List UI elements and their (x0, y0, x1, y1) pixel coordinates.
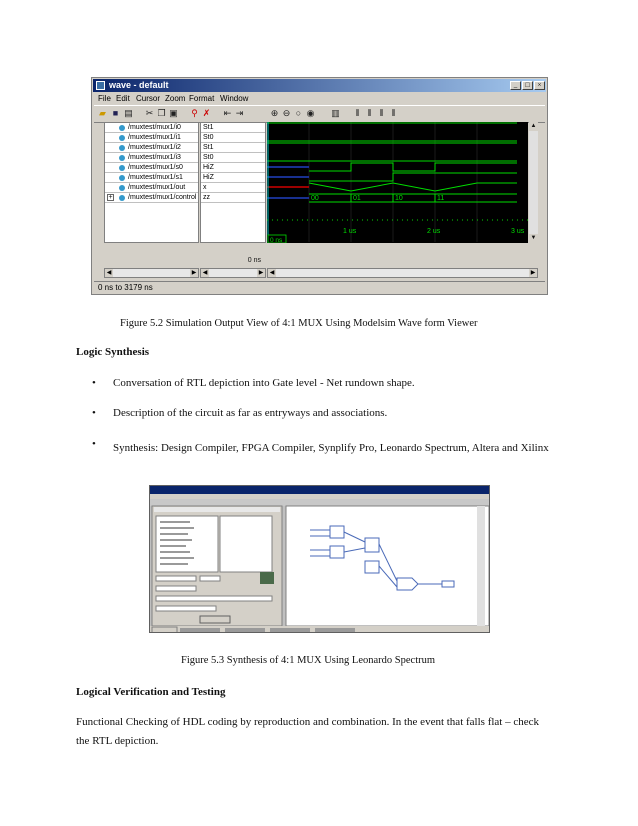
find-icon[interactable]: ⚲ (191, 108, 198, 118)
bullet-item: Synthesis: Design Compiler, FPGA Compiler, Synplify Pro, Leonardo Spectrum, Altera and Xilinx (113, 442, 549, 454)
logic-synthesis-heading: Logic Synthesis (76, 346, 150, 358)
signal-icon (119, 165, 125, 171)
menu-edit[interactable]: Edit (116, 94, 130, 103)
wave-s0 (309, 163, 517, 171)
signal-names-pane (104, 122, 199, 243)
leonardo-spectrum-screenshot (149, 485, 490, 633)
names-hscrollbar[interactable] (104, 268, 199, 278)
wave-s1 (309, 173, 517, 181)
print-icon[interactable]: ▤ (124, 108, 133, 118)
zoom-range-icon[interactable]: ◉ (306, 108, 315, 118)
waveform-pane[interactable] (267, 122, 528, 243)
signal-row[interactable]: /muxtest/mux1/i0 (105, 123, 198, 133)
wave-menu-bar (94, 93, 545, 104)
vertical-scrollbar[interactable] (529, 122, 538, 243)
bullet-item: Description of the circuit as far as entryways and associations. (113, 407, 388, 419)
scroll-up-icon[interactable]: ▲ (530, 123, 537, 129)
signal-row[interactable]: /muxtest/mux1/s0 (105, 163, 198, 173)
signal-value: St0 (201, 133, 265, 143)
scroll-down-icon[interactable]: ▼ (530, 235, 537, 241)
status-time-range: 0 ns to 3179 ns (98, 283, 153, 292)
wave-title: wave - default (109, 80, 169, 90)
copy-icon[interactable]: ❐ (157, 108, 166, 118)
time-label: 3 us (511, 228, 525, 235)
bullet-symbol: • (92, 377, 96, 389)
signal-row[interactable]: /muxtest/mux1/i1 (105, 133, 198, 143)
edge-prev-icon[interactable]: ⫴ (355, 108, 360, 118)
zoom-in-icon[interactable]: ⊕ (270, 108, 279, 118)
control-bus-label: 10 (395, 195, 403, 202)
signal-value: HiZ (201, 163, 265, 173)
wave-app-icon (96, 81, 105, 90)
signal-icon (119, 155, 125, 161)
paragraph-line-1: Functional Checking of HDL coding by reproduction and combination. In the event that falls flat – check (76, 716, 539, 728)
signal-value: St0 (201, 153, 265, 163)
delete-icon[interactable]: ✗ (202, 108, 211, 118)
signal-icon (119, 175, 125, 181)
signal-row[interactable]: /muxtest/mux1/s1 (105, 173, 198, 183)
signal-row[interactable]: /muxtest/mux1/i3 (105, 153, 198, 163)
figure-5-2-caption: Figure 5.2 Simulation Output View of 4:1 MUX Using Modelsim Wave form Viewer (120, 318, 478, 329)
scroll-left-icon[interactable]: ◀ (106, 270, 112, 276)
control-bus-label: 01 (353, 195, 361, 202)
waveform-svg (267, 122, 528, 243)
signal-value: St1 (201, 123, 265, 133)
signal-values-pane (200, 122, 266, 264)
status-bar (94, 281, 545, 294)
time-label: 1 us (343, 228, 357, 235)
signal-value: HiZ (201, 173, 265, 183)
scroll-left-icon[interactable]: ◀ (269, 270, 275, 276)
signal-row[interactable]: /muxtest/mux1/out (105, 183, 198, 193)
scroll-right-icon[interactable]: ▶ (191, 270, 197, 276)
paste-icon[interactable]: ▣ (169, 108, 178, 118)
edge-next-icon[interactable]: ⫴ (367, 108, 372, 118)
edge-last-icon[interactable]: ⫴ (391, 108, 396, 118)
menu-format[interactable]: Format (189, 94, 215, 103)
signal-value: St1 (201, 143, 265, 153)
cursor-marker: 0 ns (270, 237, 283, 243)
minimize-icon[interactable]: _ (510, 81, 521, 90)
signal-icon (119, 185, 125, 191)
signal-icon (119, 125, 125, 131)
scroll-right-icon[interactable]: ▶ (258, 270, 264, 276)
logical-verification-heading: Logical Verification and Testing (76, 686, 226, 698)
menu-file[interactable]: File (98, 94, 111, 103)
wave-out (309, 183, 517, 191)
close-icon[interactable]: × (534, 81, 545, 90)
bullet-symbol: • (92, 438, 96, 450)
open-icon[interactable]: ▰ (99, 108, 106, 118)
signal-value: zz (201, 193, 265, 203)
cursor-time: 0 ns (247, 257, 261, 264)
maximize-icon[interactable]: □ (522, 81, 533, 90)
wave-title-bar (93, 79, 546, 92)
values-hscrollbar[interactable] (200, 268, 266, 278)
expand-icon[interactable]: + (108, 194, 113, 201)
signal-value: x (201, 183, 265, 193)
leonardo-image (150, 486, 490, 633)
signal-icon (119, 135, 125, 141)
signal-row[interactable]: /muxtest/mux1/i2 (105, 143, 198, 153)
paragraph-line-2: the RTL depiction. (76, 735, 159, 747)
signal-icon (119, 145, 125, 151)
modelsim-wave-window (91, 77, 548, 295)
menu-cursor[interactable]: Cursor (136, 94, 161, 103)
figure-5-3-caption: Figure 5.3 Synthesis of 4:1 MUX Using Leonardo Spectrum (181, 655, 436, 666)
cursor-right-icon[interactable]: ⇥ (235, 108, 244, 118)
cursor-left-icon[interactable]: ⇤ (223, 108, 232, 118)
zoom-out-icon[interactable]: ⊖ (282, 108, 291, 118)
wave-hscrollbar[interactable] (267, 268, 538, 278)
control-bus-label: 11 (437, 195, 445, 202)
menu-window[interactable]: Window (220, 94, 249, 103)
edge-any-icon[interactable]: ⫴ (379, 108, 384, 118)
time-label: 2 us (427, 228, 441, 235)
signal-icon (119, 195, 125, 201)
signal-row[interactable]: + /muxtest/mux1/control (105, 193, 198, 203)
save-icon[interactable]: ■ (112, 108, 119, 118)
bullet-symbol: • (92, 407, 96, 419)
wave-toolbar (94, 105, 545, 123)
cut-icon[interactable]: ✂ (145, 108, 154, 118)
step-icon[interactable]: ▥ (331, 108, 340, 118)
scroll-left-icon[interactable]: ◀ (202, 270, 208, 276)
bullet-item: Conversation of RTL depiction into Gate level - Net rundown shape. (113, 377, 415, 389)
zoom-full-icon[interactable]: ○ (295, 108, 302, 118)
scroll-right-icon[interactable]: ▶ (530, 270, 536, 276)
menu-zoom[interactable]: Zoom (165, 94, 186, 103)
control-bus-label: 00 (311, 195, 319, 202)
